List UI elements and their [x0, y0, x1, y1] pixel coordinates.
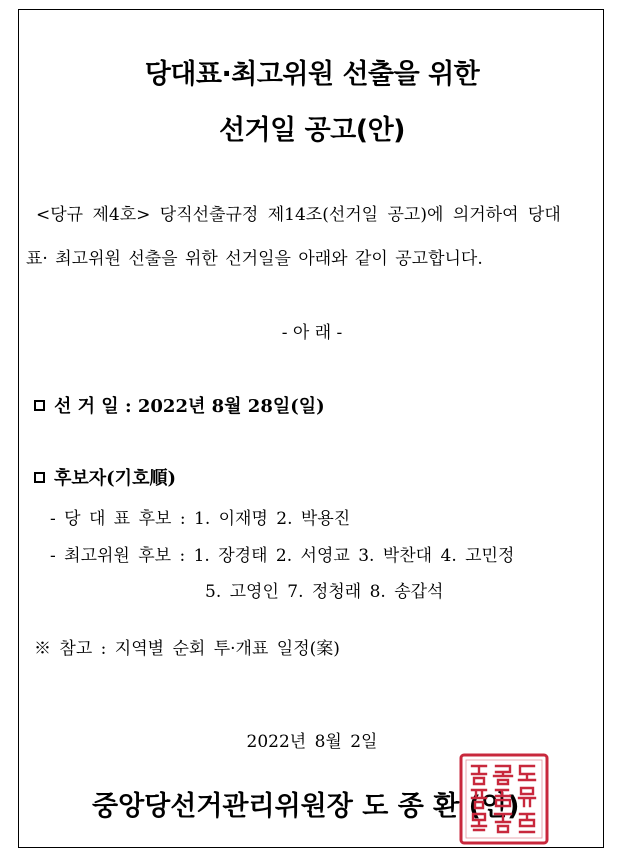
leader-candidates-line: - 당 대 표 후보 : 1. 이재명 2. 박용진 [50, 509, 351, 529]
council-candidates-line2: 5. 고영인 7. 정청래 8. 송갑석 [205, 582, 444, 602]
reference-note: ※ 참고 : 지역별 순회 투·개표 일정(案) [34, 639, 340, 659]
candidates-heading-line [34, 464, 176, 490]
official-seal-stamp [458, 752, 550, 846]
announcement-date: 2022년 8월 2일 [246, 732, 378, 752]
intro-paragraph-line2: 표· 최고위원 선출을 위한 선거일을 아래와 같이 공고합니다. [26, 249, 483, 269]
council-candidates-line1: - 최고위원 후보 : 1. 장경태 2. 서영교 3. 박찬대 4. 고민정 [50, 546, 515, 566]
section-subheading: - 아 래 - [281, 323, 343, 343]
intro-paragraph-line1: <당규 제4호> 당직선출규정 제14조(선거일 공고)에 의거하여 당대 [36, 205, 561, 225]
document-title-line2: 선거일 공고(안) [218, 115, 406, 146]
checkbox-square-icon [34, 472, 45, 483]
document-title-line1: 당대표·최고위원 선출을 위한 [144, 59, 480, 90]
checkbox-square-icon [34, 400, 45, 411]
election-day-text: 선 거 일 : 2022년 8월 28일(일) [54, 396, 325, 417]
chairperson-signature: 중앙당선거관리위원장 도 종 환 (인) [92, 791, 520, 822]
candidates-heading-text: 후보자(기호順) [54, 468, 176, 489]
election-day-line [34, 392, 325, 418]
